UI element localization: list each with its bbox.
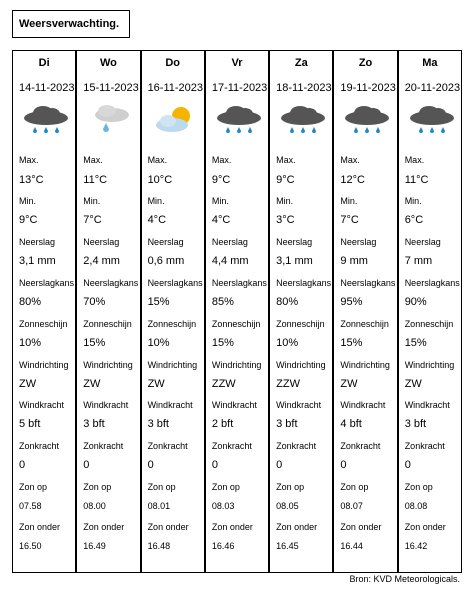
label-zon-onder: Zon onder (404, 522, 446, 532)
label-windrichting: Windrichting (147, 360, 198, 370)
value-neerslagkans: 70% (83, 296, 106, 308)
label-max: Max. (83, 155, 103, 165)
label-zon-op: Zon op (83, 482, 112, 492)
value-neerslagkans: 15% (147, 296, 170, 308)
value-windkracht: 2 bft (211, 418, 234, 430)
label-neerslagkans: Neerslagkans (276, 278, 332, 288)
label-zon-op: Zon op (211, 482, 240, 492)
rain-cloud-icon (342, 103, 392, 139)
value-zonkracht: 0 (83, 459, 90, 471)
value-zonneschijn: 10% (276, 337, 299, 349)
day-date: 16-11-2023 (147, 82, 204, 94)
value-zon-op: 08.01 (147, 501, 171, 511)
value-windkracht: 4 bft (340, 418, 362, 430)
value-neerslag: 4,4 mm (211, 255, 249, 267)
label-neerslag: Neerslag (19, 237, 56, 247)
partly-cloudy-icon (150, 103, 200, 139)
value-zonneschijn: 10% (19, 337, 42, 349)
value-neerslag: 0,6 mm (147, 255, 185, 267)
value-windkracht: 3 bft (404, 418, 427, 430)
value-neerslagkans: 80% (276, 296, 299, 308)
label-zonneschijn: Zonneschijn (83, 319, 132, 329)
label-zonkracht: Zonkracht (19, 441, 60, 451)
label-windrichting: Windrichting (276, 360, 326, 370)
label-windkracht: Windkracht (147, 400, 193, 410)
label-zonkracht: Zonkracht (276, 441, 317, 451)
label-zon-op: Zon op (276, 482, 305, 492)
label-zon-op: Zon op (340, 482, 369, 492)
label-min: Min. (404, 196, 422, 206)
label-windrichting: Windrichting (340, 360, 390, 370)
label-windkracht: Windkracht (83, 400, 129, 410)
label-neerslagkans: Neerslagkans (83, 278, 139, 288)
label-windkracht: Windkracht (276, 400, 322, 410)
value-zonkracht: 0 (340, 459, 347, 471)
label-min: Min. (340, 196, 358, 206)
label-neerslagkans: Neerslagkans (404, 278, 460, 288)
day-name: Do (165, 57, 181, 69)
day-column (270, 51, 334, 572)
source-note: Bron: KVD Meteorologicals. (349, 574, 460, 584)
day-date: 20-11-2023 (404, 82, 461, 94)
label-zonneschijn: Zonneschijn (147, 319, 197, 329)
value-zon-op: 08.08 (404, 501, 428, 511)
value-windkracht: 3 bft (276, 418, 298, 430)
day-column (399, 51, 461, 572)
label-windkracht: Windkracht (211, 400, 257, 410)
value-zonneschijn: 15% (404, 337, 427, 349)
value-neerslag: 3,1 mm (276, 255, 313, 267)
value-neerslagkans: 80% (19, 296, 42, 308)
value-max: 11°C (404, 174, 429, 186)
value-windrichting: ZW (19, 378, 37, 390)
day-column (142, 51, 206, 572)
value-zon-op: 08.00 (83, 501, 106, 511)
label-min: Min. (276, 196, 294, 206)
value-windrichting: ZZW (211, 378, 236, 390)
label-zon-onder: Zon onder (19, 522, 61, 532)
day-date: 17-11-2023 (211, 82, 268, 94)
drizzle-cloud-icon (85, 103, 135, 139)
value-zon-onder: 16.49 (83, 541, 106, 551)
value-min: 4°C (147, 214, 167, 226)
label-windrichting: Windrichting (19, 360, 69, 370)
label-neerslag: Neerslag (340, 237, 377, 247)
value-zon-op: 08.03 (211, 501, 235, 511)
day-date: 18-11-2023 (276, 82, 332, 94)
label-neerslagkans: Neerslagkans (211, 278, 267, 288)
label-zonkracht: Zonkracht (340, 441, 381, 451)
label-neerslagkans: Neerslagkans (340, 278, 396, 288)
day-date: 15-11-2023 (83, 82, 139, 94)
value-zonkracht: 0 (276, 459, 283, 471)
label-min: Min. (147, 196, 165, 206)
value-zon-onder: 16.48 (147, 541, 171, 551)
label-max: Max. (211, 155, 232, 165)
label-zon-op: Zon op (404, 482, 433, 492)
label-windkracht: Windkracht (404, 400, 450, 410)
day-column (13, 51, 77, 572)
label-min: Min. (19, 196, 37, 206)
label-neerslag: Neerslag (83, 237, 120, 247)
value-max: 13°C (19, 174, 44, 186)
day-column (334, 51, 398, 572)
label-neerslagkans: Neerslagkans (19, 278, 75, 288)
label-max: Max. (404, 155, 425, 165)
value-zonkracht: 0 (404, 459, 411, 471)
value-min: 3°C (276, 214, 295, 226)
label-zonneschijn: Zonneschijn (19, 319, 68, 329)
value-zonkracht: 0 (211, 459, 218, 471)
label-max: Max. (147, 155, 168, 165)
rain-cloud-icon (407, 103, 457, 139)
value-neerslag: 2,4 mm (83, 255, 120, 267)
rain-cloud-icon (214, 103, 264, 139)
value-max: 9°C (211, 174, 231, 186)
label-neerslag: Neerslag (404, 237, 441, 247)
day-date: 14-11-2023 (19, 82, 75, 94)
value-zonkracht: 0 (19, 459, 26, 471)
day-name: Ma (422, 57, 438, 69)
value-zon-onder: 16.46 (211, 541, 235, 551)
day-name: Za (294, 57, 308, 69)
label-zon-onder: Zon onder (276, 522, 318, 532)
label-min: Min. (211, 196, 229, 206)
label-zon-op: Zon op (19, 482, 48, 492)
label-zon-op: Zon op (147, 482, 176, 492)
value-min: 7°C (83, 214, 102, 226)
value-neerslag: 3,1 mm (19, 255, 56, 267)
label-min: Min. (83, 196, 101, 206)
value-zon-onder: 16.44 (340, 541, 363, 551)
value-neerslagkans: 90% (404, 296, 427, 308)
value-min: 9°C (19, 214, 38, 226)
label-max: Max. (276, 155, 296, 165)
label-max: Max. (19, 155, 39, 165)
label-zonkracht: Zonkracht (404, 441, 445, 451)
value-neerslag: 9 mm (340, 255, 368, 267)
value-min: 6°C (404, 214, 424, 226)
label-zon-onder: Zon onder (340, 522, 382, 532)
label-zon-onder: Zon onder (83, 522, 125, 532)
value-windkracht: 5 bft (19, 418, 41, 430)
label-zonneschijn: Zonneschijn (404, 319, 454, 329)
value-neerslag: 7 mm (404, 255, 433, 267)
label-zonkracht: Zonkracht (147, 441, 188, 451)
forecast-table (12, 50, 462, 573)
label-windkracht: Windkracht (340, 400, 386, 410)
day-name: Wo (99, 57, 117, 69)
value-windrichting: ZW (404, 378, 422, 390)
day-column (77, 51, 141, 572)
day-name: Vr (231, 57, 243, 69)
value-zon-onder: 16.50 (19, 541, 42, 551)
value-zonneschijn: 10% (147, 337, 170, 349)
value-zonneschijn: 15% (83, 337, 106, 349)
value-min: 7°C (340, 214, 359, 226)
value-zon-op: 07.58 (19, 501, 42, 511)
day-column (206, 51, 270, 572)
rain-cloud-icon (278, 103, 328, 139)
label-neerslag: Neerslag (211, 237, 248, 247)
value-neerslagkans: 85% (211, 296, 234, 308)
value-max: 10°C (147, 174, 173, 186)
day-name: Di (38, 57, 50, 69)
label-windrichting: Windrichting (211, 360, 262, 370)
value-zon-onder: 16.45 (276, 541, 299, 551)
day-date: 19-11-2023 (340, 82, 396, 94)
label-windkracht: Windkracht (19, 400, 65, 410)
value-zon-op: 08.07 (340, 501, 363, 511)
label-neerslag: Neerslag (276, 237, 313, 247)
label-max: Max. (340, 155, 360, 165)
value-zon-op: 08.05 (276, 501, 299, 511)
label-zonneschijn: Zonneschijn (340, 319, 389, 329)
label-windrichting: Windrichting (83, 360, 133, 370)
label-zon-onder: Zon onder (147, 522, 189, 532)
label-neerslagkans: Neerslagkans (147, 278, 203, 288)
value-windkracht: 3 bft (147, 418, 169, 430)
day-name: Zo (358, 57, 373, 69)
value-min: 4°C (211, 214, 231, 226)
value-max: 12°C (340, 174, 365, 186)
label-zonkracht: Zonkracht (83, 441, 124, 451)
value-neerslagkans: 95% (340, 296, 363, 308)
value-windrichting: ZW (147, 378, 165, 390)
value-zonkracht: 0 (147, 459, 154, 471)
label-zonneschijn: Zonneschijn (276, 319, 325, 329)
page-title: Weersverwachting. (12, 10, 130, 38)
value-zonneschijn: 15% (211, 337, 234, 349)
value-windrichting: ZW (340, 378, 358, 390)
value-zon-onder: 16.42 (404, 541, 428, 551)
label-windrichting: Windrichting (404, 360, 455, 370)
value-windrichting: ZZW (276, 378, 300, 390)
rain-cloud-icon (21, 103, 71, 139)
value-max: 11°C (83, 174, 108, 186)
label-zon-onder: Zon onder (211, 522, 253, 532)
value-zonneschijn: 15% (340, 337, 363, 349)
value-max: 9°C (276, 174, 295, 186)
value-windkracht: 3 bft (83, 418, 105, 430)
label-zonkracht: Zonkracht (211, 441, 252, 451)
label-zonneschijn: Zonneschijn (211, 319, 261, 329)
label-neerslag: Neerslag (147, 237, 184, 247)
value-windrichting: ZW (83, 378, 101, 390)
